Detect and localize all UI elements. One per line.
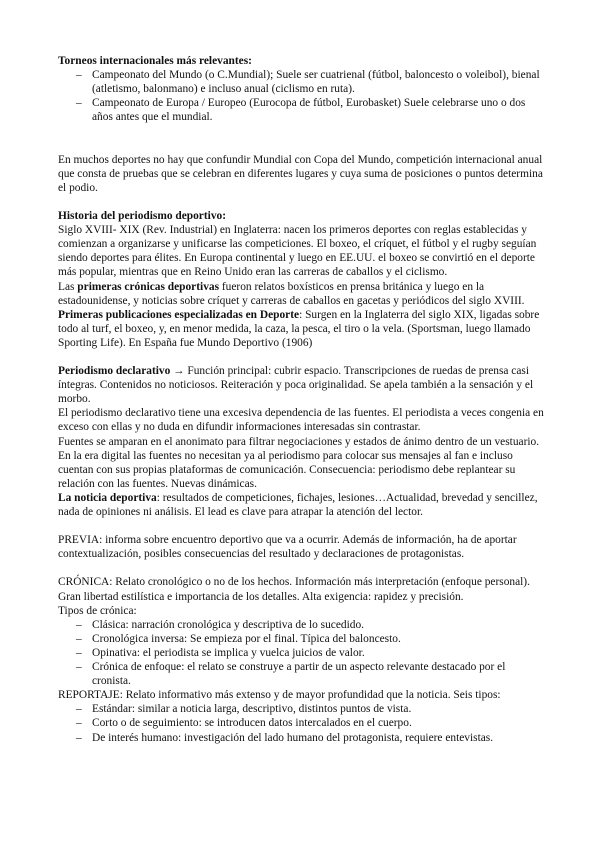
list-item: – Estándar: similar a noticia larga, descriptivo, distintos puntos de vista. — [76, 703, 412, 716]
dash-bullet: – — [76, 646, 82, 659]
reportaje-list — [58, 702, 544, 744]
era-digital-paragraph: En la era digital las fuentes no necesitan ya al periodismo para colocar sus mensajes al fan e incluso cuentan con sus propias plataformas de comunicación. Consecuencia: periodismo debe replantear su relación con las fuentes. Nuevas dinámicas. — [58, 449, 516, 490]
cronica-paragraph: CRÓNICA: Relato cronológico o no de los hechos. Información más interpretación (enfoque personal). Gran libertad estilística e importancia de los detalles. Alta exigencia: rapidez y precisión. — [58, 576, 530, 603]
list-item: – Cronológica inversa: Se empieza por el final. Típica del baloncesto. — [76, 632, 401, 645]
dash-bullet: – — [76, 97, 82, 110]
dash-bullet: – — [76, 717, 82, 730]
reportaje-paragraph: REPORTAJE: Relato informativo más extenso y de mayor profundidad que la noticia. Seis tipos: — [58, 689, 501, 702]
noticia-deportiva-paragraph: La noticia deportiva: resultados de competiciones, fichajes, lesiones…Actualidad, brevedad y sencillez, nada de opiniones ni análisis. El lead es clave para atrapar la atención del lector. — [58, 491, 538, 518]
dash-bullet: – — [76, 661, 82, 674]
torneos-list — [58, 68, 544, 124]
torneos-heading: Torneos internacionales más relevantes: — [58, 55, 252, 67]
list-item: – De interés humano: investigación del lado humano del protagonista, requiere entevistas. — [76, 731, 494, 744]
list-item: – Corto o de seguimiento: se introducen datos intercalados en el cuerpo. — [76, 717, 412, 730]
primeras-publicaciones-paragraph: Primeras publicaciones especializadas en Deporte: Surgen en la Inglaterra del siglo XIX, ligadas sobre todo al turf, el boxeo, y, en menor medida, la caza, la pesca, el tiro o la vela. (Sportsman, luego llamado Sporting Life). En España fue Mundo Deportivo (1906) — [58, 308, 540, 349]
document-page — [58, 54, 544, 745]
mundial-note: En muchos deportes no hay que confundir Mundial con Copa del Mundo, competición internacional anual que consta de pruebas que se celebran en diferentes lugares y cuya suma de posiciones o puntos determina el podio. — [58, 153, 543, 194]
list-item: – Clásica: narración cronológica y descriptiva de lo sucedido. — [76, 618, 365, 631]
tipos-cronica-label: Tipos de crónica: — [58, 604, 137, 617]
cronica-list — [58, 618, 544, 688]
historia-paragraph: Siglo XVIII- XIX (Rev. Industrial) en Inglaterra: nacen los primeros deportes con reglas establecidas y comienzan a organizarse y unificarse las competiciones. El boxeo, el críquet, el fútbol y el rugby seguían siendo deportes para élites. En Europa continental y luego en EE.UU. el boxeo se convirtió en el deporte más popular, mientras que en Reino Unido eran las carreras de caballos y el ciclismo. — [58, 224, 537, 279]
list-item: – Campeonato del Mundo (o C.Mundial); Suele ser cuatrienal (fútbol, baloncesto o voleibol), bienal (atletismo, balonmano) e incluso anual (ciclismo en ruta). — [76, 69, 540, 96]
list-item: – Crónica de enfoque: el relato se construye a partir de un aspecto relevante destacado por el cronista. — [76, 661, 506, 688]
list-item: – Campeonato de Europa / Europeo (Eurocopa de fútbol, Eurobasket) Suele celebrarse uno o dos años antes que el mundial. — [76, 97, 526, 124]
fuentes-paragraph: El periodismo declarativo tiene una excesiva dependencia de las fuentes. El periodista a veces congenia en exceso con ellas y no duda en difundir informaciones interesadas sin contrastar. — [58, 407, 544, 434]
dash-bullet: – — [76, 731, 82, 744]
historia-heading: Historia del periodismo deportivo: — [58, 210, 227, 223]
list-item: – Opinativa: el periodista se implica y vuelca juicios de valor. — [76, 646, 365, 659]
dash-bullet: – — [76, 69, 82, 82]
anonimato-paragraph: Fuentes se amparan en el anonimato para filtrar negociaciones y estados de ánimo dentro de un vestuario. — [58, 435, 540, 448]
dash-bullet: – — [76, 618, 82, 631]
previa-paragraph: PREVIA: informa sobre encuentro deportivo que va a ocurrir. Además de información, ha de aportar contextualización, posibles consecuencias del resultado y declaraciones de protagonistas. — [58, 534, 517, 561]
dash-bullet: – — [76, 632, 82, 645]
primeras-cronicas-paragraph: Las primeras crónicas deportivas fueron relatos boxísticos en prensa británica y luego en la estadounidense, y noticias sobre críquet y carreras de caballos en gacetas y periódicos del siglo XVIII. — [58, 280, 525, 307]
declarativo-paragraph: Periodismo declarativo → Función principal: cubrir espacio. Transcripciones de ruedas de prensa casi íntegras. Contenidos no noticiosos. Reiteración y poca originalidad. Se apela también a la sensación y el morbo. — [58, 365, 534, 406]
dash-bullet: – — [76, 703, 82, 716]
